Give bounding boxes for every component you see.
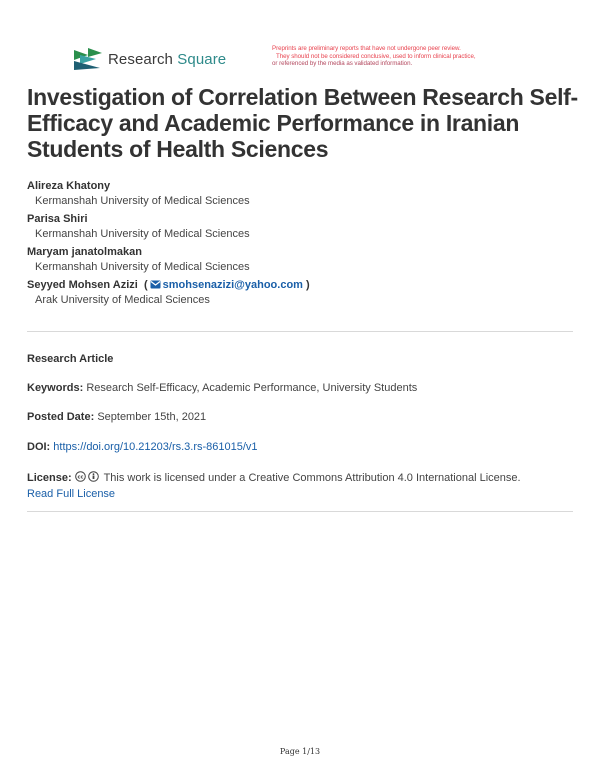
page-number: Page 1/13 — [279, 747, 321, 756]
brand-name: Research Square — [108, 50, 227, 68]
author-affiliation: Kermanshah University of Medical Sciences — [35, 261, 250, 273]
envelope-icon — [150, 280, 161, 289]
author-name-with-email: Seyyed Mohsen Azizi ( smohsenazizi@yahoo.com ) — [27, 279, 310, 291]
posted-date-value: September 15th, 2021 — [97, 411, 207, 423]
author-name: Maryam janatolmakan — [27, 246, 142, 258]
keywords-label: Keywords: — [27, 382, 84, 394]
author-entry — [27, 245, 577, 275]
author-entry — [27, 278, 577, 308]
research-square-logo-icon — [74, 48, 102, 70]
posted-date — [27, 409, 577, 425]
preprint-notice — [272, 45, 572, 68]
license-text: This work is licensed under a Creative Commons Attribution 4.0 International License. — [103, 472, 521, 484]
notice-line-1: Preprints are preliminary reports that have not undergone peer review. — [272, 45, 461, 52]
divider — [27, 331, 573, 332]
keywords — [27, 380, 577, 396]
author-affiliation: Kermanshah University of Medical Sciences — [35, 195, 250, 207]
author-list — [27, 179, 577, 311]
creative-commons-icon — [75, 471, 86, 482]
author-email-link[interactable]: smohsenazizi@yahoo.com — [162, 279, 303, 291]
doi — [27, 439, 577, 455]
author-entry — [27, 179, 577, 209]
license-label: License: — [27, 472, 72, 484]
posted-date-label: Posted Date: — [27, 411, 95, 423]
author-name: Parisa Shiri — [27, 213, 88, 225]
author-name: Seyyed Mohsen Azizi — [27, 279, 138, 291]
read-full-license-link[interactable]: Read Full License — [27, 488, 116, 500]
author-entry — [27, 212, 577, 242]
keywords-value: Research Self-Efficacy, Academic Performance, University Students — [86, 382, 418, 394]
author-name: Alireza Khatony — [27, 180, 111, 192]
article-type: Research Article — [27, 353, 114, 365]
license — [27, 470, 577, 502]
doi-label: DOI: — [27, 441, 51, 453]
divider — [27, 511, 573, 512]
research-square-logo[interactable] — [74, 48, 226, 70]
notice-line-3: or referenced by the media as validated information. — [272, 60, 413, 68]
author-affiliation: Arak University of Medical Sciences — [35, 294, 210, 306]
paper-title: Investigation of Correlation Between Research Self-Efficacy and Academic Performance in Iranian Students of Health Sciences — [27, 84, 578, 162]
attribution-icon — [88, 471, 99, 482]
notice-line-2: They should not be considered conclusive, used to inform clinical practice, — [276, 52, 476, 60]
svg-text:cc: cc — [77, 474, 84, 481]
doi-link[interactable]: https://doi.org/10.21203/rs.3.rs-861015/v1 — [53, 441, 258, 453]
author-affiliation: Kermanshah University of Medical Sciences — [35, 228, 250, 240]
